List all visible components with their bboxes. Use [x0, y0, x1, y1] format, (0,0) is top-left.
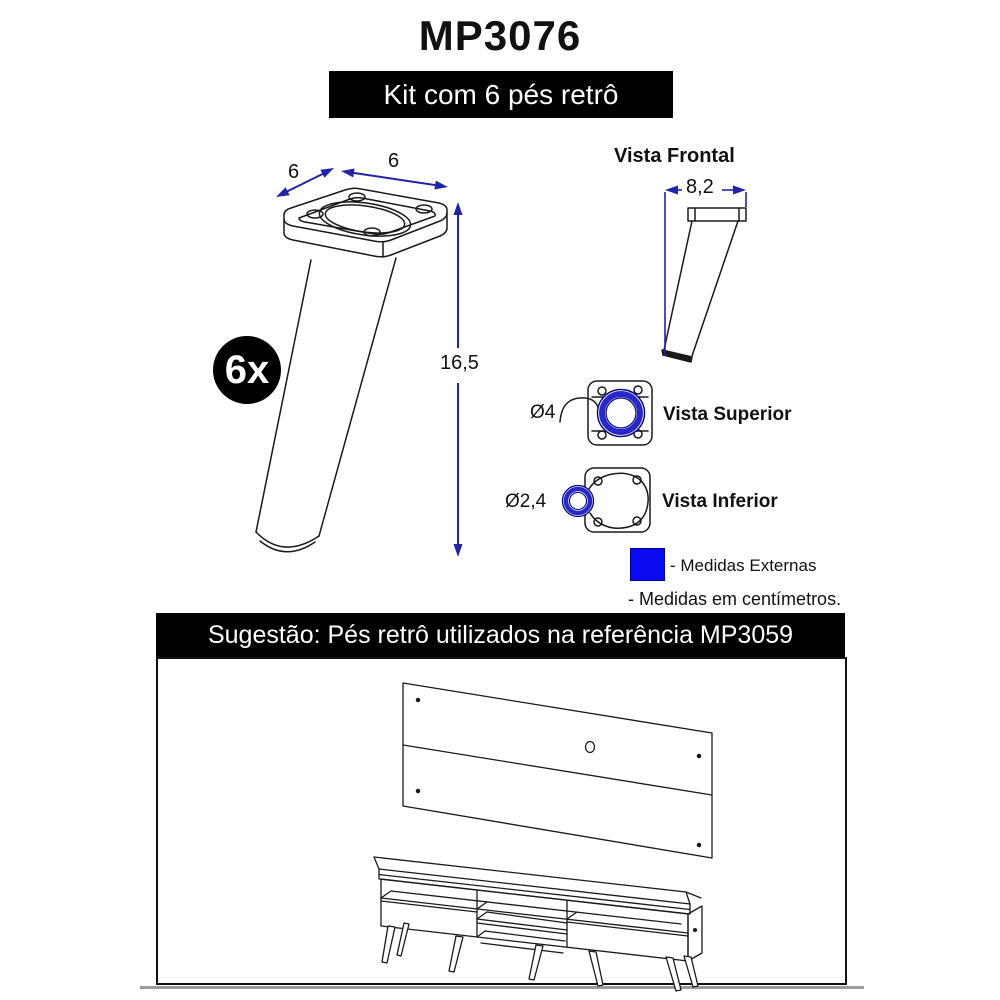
iso-height-dimension: 16,5	[440, 352, 479, 374]
suggestion-banner	[156, 613, 845, 657]
legend-units-note: - Medidas em centímetros.	[628, 589, 842, 609]
front-view-dimensions	[665, 190, 746, 356]
top-view-title: Vista Superior	[663, 404, 792, 425]
kit-banner-label: Kit com 6 pés retrô	[383, 78, 619, 110]
suggestion-banner-label: Sugestão: Pés retrô utilizados na referência MP3059	[207, 620, 794, 649]
external-measures-swatch	[630, 548, 665, 581]
front-view-drawing	[662, 208, 746, 362]
page-title: MP3076	[418, 12, 582, 59]
iso-width-dimension: 6	[388, 150, 400, 172]
kit-banner	[329, 71, 673, 118]
suggestion-furniture-drawing	[374, 683, 712, 991]
top-view-ring	[598, 390, 645, 437]
iso-leg-drawing	[256, 188, 447, 552]
iso-depth-dimension: 6	[288, 161, 300, 183]
front-span-dimension: 8,2	[686, 176, 714, 198]
bottom-view-title: Vista Inferior	[662, 491, 778, 512]
legend-external-measures: - Medidas Externas	[670, 556, 817, 575]
quantity-badge: 6x	[213, 336, 281, 404]
bottom-view-ring	[563, 486, 594, 517]
bottom-view-drawing	[585, 468, 650, 532]
bottom-tip-diameter: Ø2,4	[505, 491, 547, 512]
front-view-title: Vista Frontal	[614, 145, 735, 167]
iso-dimension-arrowheads	[276, 168, 463, 557]
top-hole-diameter: Ø4	[530, 402, 556, 423]
